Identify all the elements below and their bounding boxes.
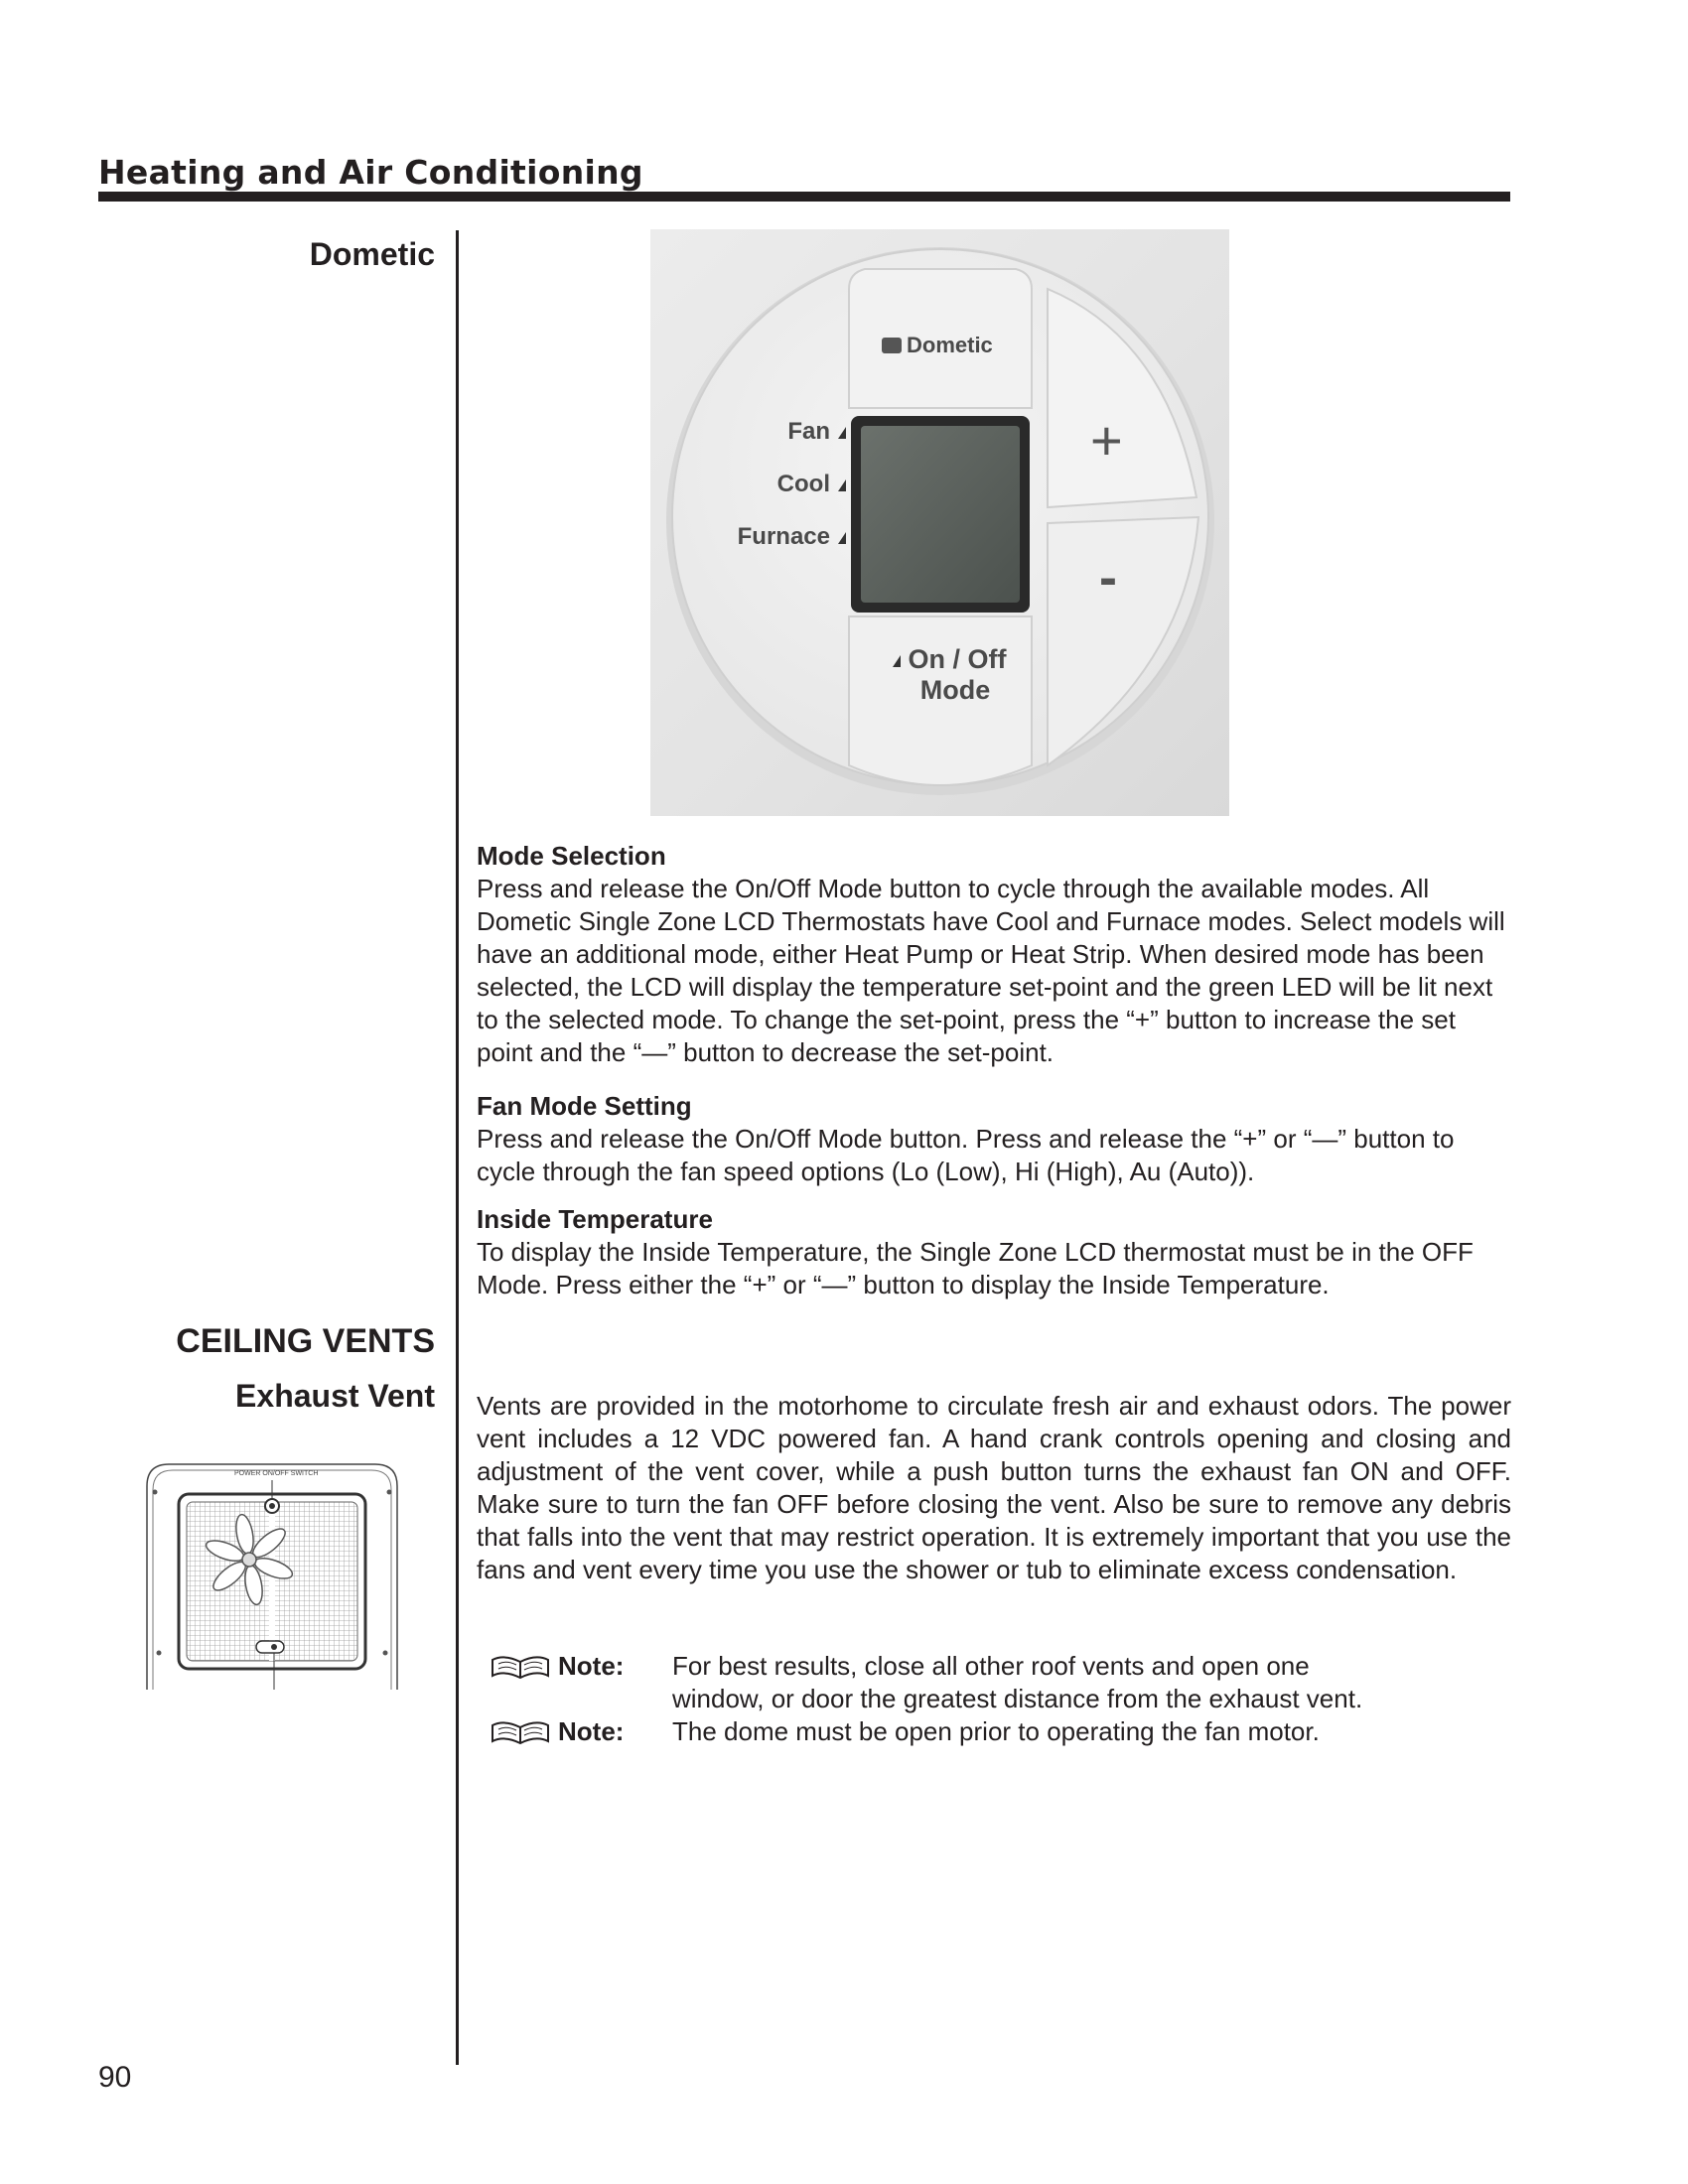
mode-selection-text: Press and release the On/Off Mode button to cycle through the available modes. All Dometic Single Zone LCD Thermostats have Cool and Furnace modes. Select models will have an additional mode, either Heat Pump or Heat Strip. When desired mode has been selected, the LCD will display the temperature set-point and the green LED will be lit next to the selected mode. To change the set-point, press the “+” button to increase the set point and the “—” button to decrease the set-point. — [477, 874, 1505, 1067]
dometic-logo-icon — [882, 338, 902, 353]
cool-label-text: Cool — [776, 471, 830, 497]
note-1-label: Note: — [558, 1651, 625, 1681]
on-off-text: On / Off — [908, 644, 1007, 674]
fan-led-indicator — [838, 427, 846, 439]
note-2-line-1: The dome must be open prior to operating the fan motor. — [672, 1716, 1320, 1746]
mode-selection-section — [477, 840, 1509, 1069]
mode-led-indicator — [893, 655, 901, 667]
inside-temperature-heading: Inside Temperature — [477, 1204, 713, 1234]
vent-drawing — [145, 1456, 399, 1690]
section-title: Heating and Air Conditioning — [98, 153, 643, 192]
sidebar-heading-ceiling-vents: CEILING VENTS — [176, 1322, 435, 1360]
plus-button[interactable]: + — [1090, 409, 1123, 472]
page-number: 90 — [98, 2061, 132, 2094]
fan-mode-text: Press and release the On/Off Mode button. Press and release the “+” or “—” button to cycle through the fan speed options (Lo (Low), Hi (High), Au (Auto)). — [477, 1124, 1455, 1186]
note-1-line-1: For best results, close all other roof vents and open one — [672, 1651, 1310, 1681]
cool-led-indicator — [838, 479, 846, 491]
note-1-line-2: window, or door the greatest distance from the exhaust vent. — [672, 1684, 1363, 1713]
furnace-label-text: Furnace — [737, 523, 830, 550]
open-book-icon — [491, 1717, 550, 1745]
on-off-label — [875, 644, 1024, 675]
sidebar-heading-dometic: Dometic — [309, 236, 435, 272]
furnace-led-label — [697, 523, 846, 551]
inside-temperature-section — [477, 1203, 1509, 1301]
note-2-label: Note: — [558, 1716, 625, 1746]
fan-mode-heading: Fan Mode Setting — [477, 1091, 692, 1121]
vent-caption: POWER ON/OFF SWITCH — [234, 1470, 319, 1477]
mode-label: Mode — [919, 675, 991, 705]
fan-mode-section — [477, 1090, 1509, 1188]
note-1 — [491, 1650, 1483, 1715]
on-off-mode-button[interactable] — [875, 644, 1024, 706]
sidebar-heading-exhaust-vent: Exhaust Vent — [235, 1378, 435, 1414]
mode-selection-heading: Mode Selection — [477, 841, 666, 871]
column-divider — [456, 230, 459, 2065]
minus-button[interactable]: - — [1099, 548, 1117, 608]
note-2-text — [672, 1715, 1427, 1748]
exhaust-vent-illustration — [145, 1456, 399, 1690]
cool-led-label — [727, 471, 846, 498]
inside-temperature-text: To display the Inside Temperature, the Single Zone LCD thermostat must be in the OFF Mode. Press either the “+” or “—” button to display the Inside Temperature. — [477, 1237, 1474, 1299]
thermostat-brand-text: Dometic — [907, 333, 993, 357]
vents-paragraph: Vents are provided in the motorhome to circulate fresh air and exhaust odors. The power vent includes a 12 VDC powered fan. A hand crank controls opening and closing and adjustment of the vent cover, while a push button turns the exhaust fan ON and OFF. Make sure to turn the fan OFF before closing the vent. Also be sure to remove any debris that falls into the vent that may restrict operation. It is extremely important that you use the fans and vent every time you use the shower or tub to eliminate excess condensation. — [477, 1391, 1511, 1584]
note-2 — [491, 1715, 1483, 1748]
furnace-led-indicator — [838, 532, 846, 544]
fan-led-label — [747, 418, 846, 446]
title-rule — [98, 192, 1510, 202]
note-1-text — [672, 1650, 1427, 1715]
open-book-icon — [491, 1652, 550, 1680]
fan-label-text: Fan — [787, 418, 830, 445]
thermostat-photo — [650, 229, 1229, 816]
thermostat-brand — [882, 333, 993, 358]
